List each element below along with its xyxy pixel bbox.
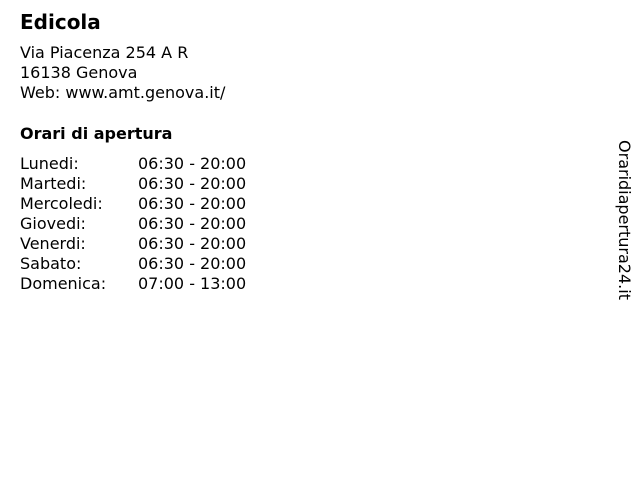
hours-row-friday (20, 234, 246, 254)
website-line: Web: www.amt.genova.it/ (20, 83, 226, 102)
day-label: Domenica: (20, 274, 107, 293)
day-label: Giovedi: (20, 214, 86, 233)
day-label: Sabato: (20, 254, 82, 273)
page-title: Edicola (20, 10, 101, 34)
time-range: 07:00 - 13:00 (138, 274, 247, 293)
time-range: 06:30 - 20:00 (138, 254, 247, 273)
day-label: Martedi: (20, 174, 87, 193)
hours-heading: Orari di apertura (20, 124, 173, 143)
address-block (20, 43, 225, 103)
day-label: Venerdi: (20, 234, 86, 253)
time-range: 06:30 - 20:00 (138, 214, 247, 233)
site-watermark: Oraridiapertura24.it (615, 140, 634, 300)
day-label: Mercoledi: (20, 194, 103, 213)
time-range: 06:30 - 20:00 (138, 174, 247, 193)
hours-row-tuesday (20, 174, 246, 194)
time-range: 06:30 - 20:00 (138, 194, 247, 213)
city-address: 16138 Genova (20, 63, 138, 82)
opening-hours-list (20, 154, 246, 294)
hours-row-wednesday (20, 194, 246, 214)
day-label: Lunedi: (20, 154, 79, 173)
hours-row-thursday (20, 214, 246, 234)
hours-row-sunday (20, 274, 246, 294)
hours-row-monday (20, 154, 246, 174)
time-range: 06:30 - 20:00 (138, 154, 247, 173)
hours-row-saturday (20, 254, 246, 274)
street-address: Via Piacenza 254 A R (20, 43, 189, 62)
time-range: 06:30 - 20:00 (138, 234, 247, 253)
